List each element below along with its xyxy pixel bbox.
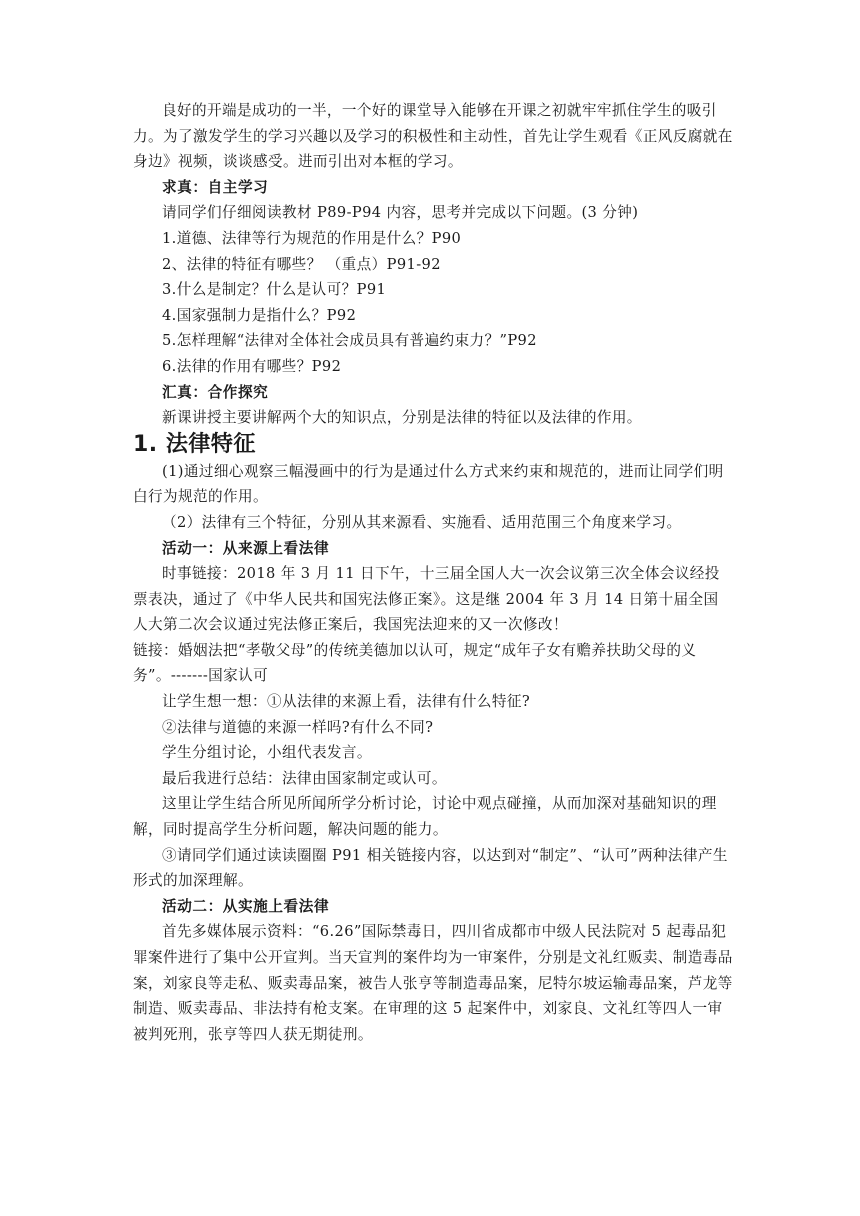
marriage-law-link: 链接：婚姻法把“孝敬父母”的传统美德加以认可，规定“成年子女有赡养扶助父母的义务”。-------国家认可: [133, 641, 697, 685]
activity-one-heading: 活动一：从来源上看法律: [162, 539, 330, 557]
think-question-2: ②法律与道德的来源一样吗?有什么不同?: [162, 718, 434, 736]
chapter-title: 1. 法律特征: [133, 431, 256, 457]
think-question-1: 让学生想一想：①从法律的来源上看，法律有什么特征?: [162, 693, 531, 711]
section-heading-seek-truth: 求真：自主学习: [162, 178, 269, 196]
paragraph-three-features: （2）法律有三个特征，分别从其来源看、实施看、适用范围三个角度来学习。: [162, 513, 682, 531]
question-item: 4.国家强制力是指什么？P92: [162, 306, 357, 324]
group-discussion: 学生分组讨论，小组代表发言。: [162, 744, 372, 762]
question-item: 1.道德、法律等行为规范的作用是什么？P90: [162, 229, 462, 247]
question-item: 2、法律的特征有哪些？ （重点）P91-92: [162, 255, 441, 273]
activity-two-heading: 活动二：从实施上看法律: [162, 897, 330, 915]
question-item: 6.法律的作用有哪些？P92: [162, 357, 342, 375]
analysis-paragraph: 这里让学生结合所见所闻所学分析讨论，讨论中观点碰撞，从而加深对基础知识的理解，同时提高学生分析问题，解决问题的能力。: [133, 795, 717, 839]
paragraph-observe-comics: (1)通过细心观察三幅漫画中的行为是通过什么方式来约束和规范的，进而让同学们明白行为规范的作用。: [133, 462, 724, 506]
question-item: 5.怎样理解“法律对全体社会成员具有普遍约束力？”P92: [162, 332, 537, 350]
lesson-overview: 新课讲授主要讲解两个大的知识点，分别是法律的特征以及法律的作用。: [162, 409, 642, 427]
drug-case-paragraph: 首先多媒体展示资料：“6.26”国际禁毒日，四川省成都市中级人民法院对 5 起毒品犯罪案件进行了集中公开宣判。当天宣判的案件均为一审案件，分别是文礼红贩卖、制造毒品案，刘家良等走私、贩卖毒品案，被告人张亨等制造毒品案，尼特尔坡运输毒品案，芦龙等制造、贩卖毒品、非法持有枪支案。在审理的这 5 起案件中，刘家良、文礼红等四人一审被判死刑，张亨等四人获无期徒刑。: [133, 923, 733, 1043]
document-body: [133, 98, 733, 1047]
teacher-summary: 最后我进行总结：法律由国家制定或认可。: [162, 769, 447, 787]
think-question-3: ③请同学们通过读读圈圈 P91 相关链接内容，以达到对“制定”、“认可”两种法律产生形式的加深理解。: [133, 846, 728, 890]
section-heading-gather-truth: 汇真：合作探究: [162, 383, 269, 401]
question-item: 3.什么是制定？什么是认可？P91: [162, 281, 387, 299]
news-link-paragraph: 时事链接：2018 年 3 月 11 日下午，十三届全国人大一次会议第三次全体会议经投票表决，通过了《中华人民共和国宪法修正案》。这是继 2004 年 3 月 14 日第十届全国人大第二次会议通过宪法修正案后，我国宪法迎来的又一次修改！: [133, 565, 720, 634]
reading-prompt: 请同学们仔细阅读教材 P89-P94 内容，思考并完成以下问题。(3 分钟): [162, 204, 639, 222]
intro-paragraph: 良好的开端是成功的一半，一个好的课堂导入能够在开课之初就牢牢抓住学生的吸引力。为了激发学生的学习兴趣以及学习的积极性和主动性，首先让学生观看《正风反腐就在身边》视频，谈谈感受。进而引出对本框的学习。: [133, 102, 733, 171]
